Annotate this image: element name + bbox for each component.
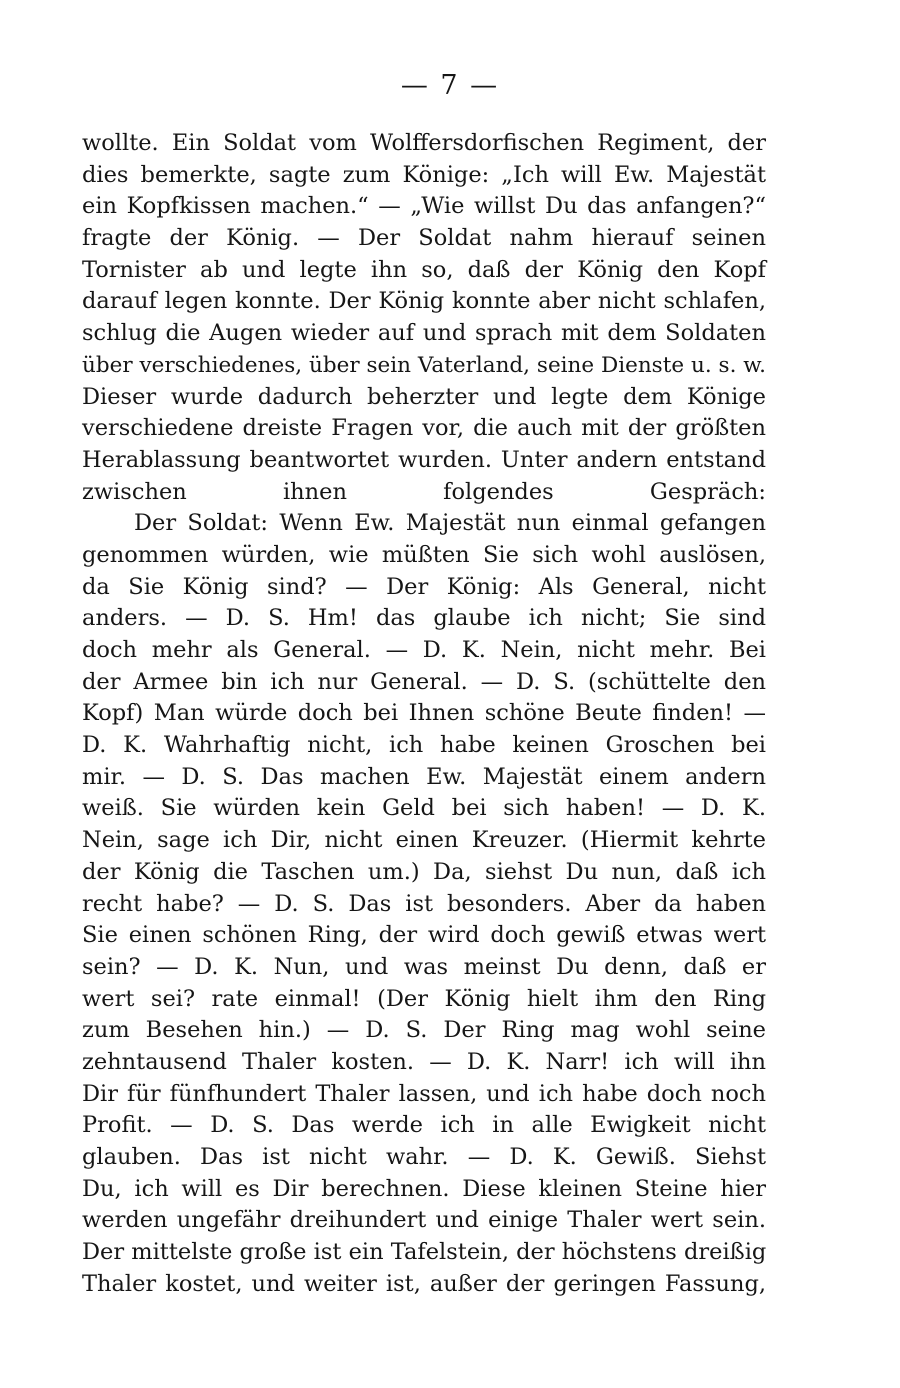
text-line: wert sei? rate einmal! (Der König hielt ihm den Ring (82, 985, 766, 1012)
text-line: Der mittelste große ist ein Tafelstein, der höchstens dreißig (82, 1239, 767, 1266)
text-line: da Sie König sind? — Der König: Als General, nicht (82, 573, 766, 600)
text-line: Profit. — D. S. Das werde ich in alle Ewigkeit nicht (82, 1112, 766, 1139)
text-line: ein Kopfkissen machen.“ — „Wie willst Du das anfangen?“ (82, 193, 766, 220)
text-line: anders. — D. S. Hm! das glaube ich nicht; Sie sind (82, 605, 766, 632)
text-line: wollte. Ein Soldat vom Wolffersdorfischen Regiment, der (82, 130, 766, 156)
text-line: mir. — D. S. Das machen Ew. Majestät einem andern (82, 763, 766, 790)
text-line: werden ungefähr dreihundert und einige Thaler wert sein. (82, 1207, 766, 1234)
text-line: der Armee bin ich nur General. — D. S. (schüttelte den (82, 668, 766, 695)
text-line: doch mehr als General. — D. K. Nein, nicht mehr. Bei (82, 637, 766, 663)
text-line: dies bemerkte, sagte zum Könige: „Ich will Ew. Majestät (82, 161, 766, 188)
text-line: Dieser wurde dadurch beherzter und legte dem Könige (82, 383, 766, 410)
text-line: zwischen ihnen folgendes Gespräch: (82, 478, 766, 505)
text-line: zehntausend Thaler kosten. — D. K. Narr! ich will ihn (82, 1048, 766, 1075)
text-line: Nein, sage ich Dir, nicht einen Kreuzer. (Hiermit kehrte (82, 827, 766, 854)
text-line: Tornister ab und legte ihn so, daß der König den Kopf (82, 256, 766, 283)
text-line: zum Besehen hin.) — D. S. Der Ring mag wohl seine (82, 1017, 766, 1044)
text-line: fragte der König. — Der Soldat nahm hierauf seinen (82, 225, 766, 252)
page-number: — 7 — (400, 70, 500, 101)
text-line: darauf legen konnte. Der König konnte aber nicht schlafen, (82, 288, 766, 315)
text-line: D. K. Wahrhaftig nicht, ich habe keinen Groschen bei (82, 732, 766, 759)
text-line: Du, ich will es Dir berechnen. Diese kleinen Steine hier (82, 1175, 766, 1202)
text-line: Herablassung beantwortet wurden. Unter andern entstand (82, 446, 766, 473)
text-line: Kopf) Man würde doch bei Ihnen schöne Beute finden! — (82, 700, 766, 727)
text-line: verschiedene dreiste Fragen vor, die auch mit der größten (82, 415, 766, 442)
text-line: sein? — D. K. Nun, und was meinst Du denn, daß er (82, 953, 766, 980)
text-line: schlug die Augen wieder auf und sprach mit dem Soldaten (82, 320, 766, 347)
text-line: Dir für fünfhundert Thaler lassen, und ich habe doch noch (82, 1080, 766, 1107)
text-line: recht habe? — D. S. Das ist besonders. Aber da haben (82, 890, 766, 917)
body-text (82, 128, 766, 1300)
text-line: Sie einen schönen Ring, der wird doch gewiß etwas wert (82, 922, 766, 949)
text-line: über verschiedenes, über sein Vaterland, seine Dienste u. s. w. (82, 352, 766, 378)
text-line: weiß. Sie würden kein Geld bei sich haben! — D. K. (82, 795, 766, 822)
text-line: genommen würden, wie müßten Sie sich wohl auslösen, (82, 541, 766, 568)
text-line: Thaler kostet, und weiter ist, außer der geringen Fassung, (82, 1270, 766, 1297)
text-line: der König die Taschen um.) Da, siehst Du nun, daß ich (82, 858, 766, 885)
text-line: glauben. Das ist nicht wahr. — D. K. Gewiß. Siehst (82, 1144, 766, 1170)
text-line: Der Soldat: Wenn Ew. Majestät nun einmal gefangen (134, 510, 766, 537)
